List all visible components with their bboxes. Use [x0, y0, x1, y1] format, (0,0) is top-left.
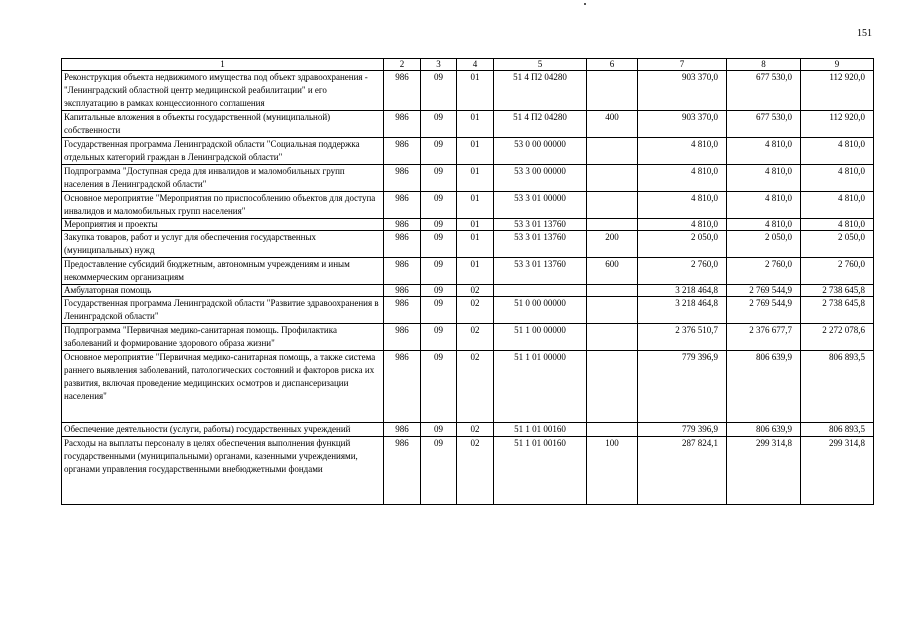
- row-amount-col8: 677 530,0: [727, 111, 801, 138]
- row-expense-type: 100: [587, 437, 638, 505]
- row-amount-col7: 903 370,0: [638, 111, 727, 138]
- row-amount-col8: 806 639,9: [727, 423, 801, 437]
- row-amount-col9: 4 810,0: [801, 192, 874, 219]
- table-row: [62, 351, 874, 423]
- row-amount-col9: 4 810,0: [801, 219, 874, 231]
- row-amount-col8: 806 639,9: [727, 351, 801, 423]
- row-admin-code: 986: [384, 231, 421, 258]
- row-subsection: 01: [457, 192, 494, 219]
- row-subsection: 01: [457, 258, 494, 285]
- row-amount-col9: 4 810,0: [801, 165, 874, 192]
- row-amount-col7: 2 760,0: [638, 258, 727, 285]
- row-expense-type: 400: [587, 111, 638, 138]
- row-admin-code: 986: [384, 219, 421, 231]
- row-target-article: 51 1 01 00000: [494, 351, 587, 423]
- row-name: Расходы на выплаты персоналу в целях обеспечения выполнения функций государственными (муниципальными) органами, казенными учреждениями, органами управления государственными внебюджетными фондами: [62, 437, 384, 505]
- row-amount-col9: 4 810,0: [801, 138, 874, 165]
- row-section: 09: [421, 437, 457, 505]
- row-section: 09: [421, 324, 457, 351]
- row-admin-code: 986: [384, 71, 421, 111]
- row-admin-code: 986: [384, 324, 421, 351]
- row-admin-code: 986: [384, 285, 421, 297]
- row-amount-col9: 299 314,8: [801, 437, 874, 505]
- row-amount-col7: 2 050,0: [638, 231, 727, 258]
- row-admin-code: 986: [384, 138, 421, 165]
- row-amount-col9: 2 760,0: [801, 258, 874, 285]
- row-amount-col9: 806 893,5: [801, 423, 874, 437]
- table-row: [62, 71, 874, 111]
- row-expense-type: [587, 297, 638, 324]
- row-name: Подпрограмма "Доступная среда для инвалидов и маломобильных групп населения в Ленинградской области": [62, 165, 384, 192]
- row-amount-col8: 2 760,0: [727, 258, 801, 285]
- row-section: 09: [421, 285, 457, 297]
- row-name: Закупка товаров, работ и услуг для обеспечения государственных (муниципальных) нужд: [62, 231, 384, 258]
- row-subsection: 01: [457, 165, 494, 192]
- row-amount-col7: 287 824,1: [638, 437, 727, 505]
- row-section: 09: [421, 192, 457, 219]
- table-row: [62, 138, 874, 165]
- row-subsection: 01: [457, 138, 494, 165]
- row-name: Подпрограмма "Первичная медико-санитарная помощь. Профилактика заболеваний и формирование здорового образа жизни": [62, 324, 384, 351]
- row-target-article: 51 1 01 00160: [494, 423, 587, 437]
- row-target-article: 53 3 00 00000: [494, 165, 587, 192]
- row-target-article: 53 3 01 13760: [494, 219, 587, 231]
- row-amount-col7: 903 370,0: [638, 71, 727, 111]
- row-subsection: 02: [457, 297, 494, 324]
- header-cell: 3: [421, 59, 457, 71]
- row-name: Государственная программа Ленинградской области "Социальная поддержка отдельных категорий граждан в Ленинградской области": [62, 138, 384, 165]
- row-name: Амбулаторная помощь: [62, 285, 384, 297]
- row-amount-col8: 4 810,0: [727, 138, 801, 165]
- header-cell: 2: [384, 59, 421, 71]
- row-name: Государственная программа Ленинградской области "Развитие здравоохранения в Ленинградской области": [62, 297, 384, 324]
- table-row: [62, 111, 874, 138]
- row-amount-col8: 299 314,8: [727, 437, 801, 505]
- row-expense-type: [587, 219, 638, 231]
- table-row: [62, 231, 874, 258]
- row-amount-col8: 4 810,0: [727, 192, 801, 219]
- row-amount-col8: 2 050,0: [727, 231, 801, 258]
- row-section: 09: [421, 71, 457, 111]
- row-admin-code: 986: [384, 437, 421, 505]
- row-amount-col9: 2 738 645,8: [801, 297, 874, 324]
- row-section: 09: [421, 138, 457, 165]
- table-row: [62, 258, 874, 285]
- row-amount-col7: 779 396,9: [638, 351, 727, 423]
- row-admin-code: 986: [384, 423, 421, 437]
- row-expense-type: 600: [587, 258, 638, 285]
- row-amount-col9: 806 893,5: [801, 351, 874, 423]
- row-target-article: 51 4 П2 04280: [494, 71, 587, 111]
- row-amount-col8: 677 530,0: [727, 71, 801, 111]
- table-row: [62, 192, 874, 219]
- row-section: 09: [421, 219, 457, 231]
- row-admin-code: 986: [384, 111, 421, 138]
- row-target-article: 51 4 П2 04280: [494, 111, 587, 138]
- budget-table: [61, 58, 874, 505]
- header-cell: 4: [457, 59, 494, 71]
- row-amount-col8: 4 810,0: [727, 219, 801, 231]
- table-row: [62, 297, 874, 324]
- row-amount-col8: 2 769 544,9: [727, 285, 801, 297]
- row-subsection: 01: [457, 111, 494, 138]
- table-row: [62, 165, 874, 192]
- row-target-article: [494, 285, 587, 297]
- row-amount-col7: 3 218 464,8: [638, 297, 727, 324]
- row-amount-col9: 2 738 645,8: [801, 285, 874, 297]
- row-admin-code: 986: [384, 297, 421, 324]
- row-target-article: 51 1 01 00160: [494, 437, 587, 505]
- row-subsection: 01: [457, 231, 494, 258]
- row-section: 09: [421, 231, 457, 258]
- row-amount-col8: 4 810,0: [727, 165, 801, 192]
- row-expense-type: [587, 192, 638, 219]
- row-target-article: 53 3 01 13760: [494, 231, 587, 258]
- row-amount-col8: 2 376 677,7: [727, 324, 801, 351]
- row-amount-col7: 3 218 464,8: [638, 285, 727, 297]
- scan-speck: [584, 3, 586, 5]
- row-amount-col7: 779 396,9: [638, 423, 727, 437]
- header-cell: 8: [727, 59, 801, 71]
- row-expense-type: [587, 351, 638, 423]
- table-row: [62, 285, 874, 297]
- row-target-article: 53 0 00 00000: [494, 138, 587, 165]
- row-name: Капитальные вложения в объекты государственной (муниципальной) собственности: [62, 111, 384, 138]
- row-amount-col9: 112 920,0: [801, 111, 874, 138]
- row-section: 09: [421, 351, 457, 423]
- row-admin-code: 986: [384, 192, 421, 219]
- row-admin-code: 986: [384, 351, 421, 423]
- row-amount-col7: 4 810,0: [638, 219, 727, 231]
- row-section: 09: [421, 423, 457, 437]
- row-section: 09: [421, 297, 457, 324]
- row-target-article: 53 3 01 00000: [494, 192, 587, 219]
- row-target-article: 53 3 01 13760: [494, 258, 587, 285]
- row-name: Обеспечение деятельности (услуги, работы) государственных учреждений: [62, 423, 384, 437]
- row-name: Основное мероприятие "Мероприятия по приспособлению объектов для доступа инвалидов и маломобильных групп населения": [62, 192, 384, 219]
- row-amount-col7: 4 810,0: [638, 165, 727, 192]
- row-name: Предоставление субсидий бюджетным, автономным учреждениям и иным некоммерческим организациям: [62, 258, 384, 285]
- row-target-article: 51 0 00 00000: [494, 297, 587, 324]
- row-expense-type: [587, 165, 638, 192]
- row-expense-type: [587, 324, 638, 351]
- table-row: [62, 437, 874, 505]
- row-expense-type: [587, 423, 638, 437]
- table-row: [62, 423, 874, 437]
- row-subsection: 02: [457, 437, 494, 505]
- header-cell: 5: [494, 59, 587, 71]
- row-subsection: 02: [457, 285, 494, 297]
- row-amount-col7: 2 376 510,7: [638, 324, 727, 351]
- row-admin-code: 986: [384, 258, 421, 285]
- row-amount-col7: 4 810,0: [638, 138, 727, 165]
- row-subsection: 01: [457, 219, 494, 231]
- row-expense-type: [587, 71, 638, 111]
- row-section: 09: [421, 111, 457, 138]
- row-amount-col9: 2 272 078,6: [801, 324, 874, 351]
- row-name: Мероприятия и проекты: [62, 219, 384, 231]
- header-cell: 1: [62, 59, 384, 71]
- row-amount-col7: 4 810,0: [638, 192, 727, 219]
- row-subsection: 02: [457, 423, 494, 437]
- row-section: 09: [421, 165, 457, 192]
- header-cell: 9: [801, 59, 874, 71]
- row-name: Реконструкция объекта недвижимого имущества под объект здравоохранения - "Ленинградский областной центр медицинской реабилитации" и его эксплуатацию в рамках концессионного соглашения: [62, 71, 384, 111]
- page-number: 151: [857, 28, 872, 39]
- header-cell: 7: [638, 59, 727, 71]
- row-section: 09: [421, 258, 457, 285]
- header-cell: 6: [587, 59, 638, 71]
- header-row: [62, 59, 874, 71]
- row-subsection: 01: [457, 71, 494, 111]
- row-admin-code: 986: [384, 165, 421, 192]
- row-subsection: 02: [457, 351, 494, 423]
- table-row: [62, 324, 874, 351]
- row-expense-type: 200: [587, 231, 638, 258]
- row-expense-type: [587, 138, 638, 165]
- table-row: [62, 219, 874, 231]
- row-amount-col9: 2 050,0: [801, 231, 874, 258]
- row-subsection: 02: [457, 324, 494, 351]
- row-target-article: 51 1 00 00000: [494, 324, 587, 351]
- row-amount-col9: 112 920,0: [801, 71, 874, 111]
- row-expense-type: [587, 285, 638, 297]
- row-amount-col8: 2 769 544,9: [727, 297, 801, 324]
- row-name: Основное мероприятие "Первичная медико-санитарная помощь, а также система раннего выявления заболеваний, патологических состояний и факторов риска их развития, включая проведение медицинских осмотров и диспансеризации населения": [62, 351, 384, 423]
